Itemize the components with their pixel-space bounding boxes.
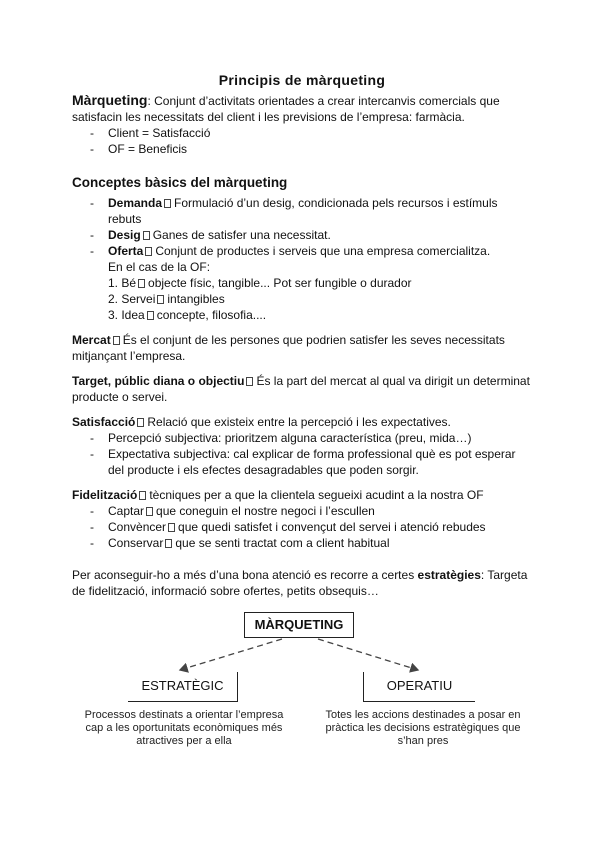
satisfaccio-paragraph bbox=[72, 414, 532, 430]
list-item: - OF = Beneficis bbox=[72, 141, 532, 157]
demanda-text: Formulació d’un desig, condicionada pels recursos i estímuls rebuts bbox=[108, 196, 498, 226]
oferta-item-prefix: 3. Idea bbox=[108, 308, 145, 322]
target-paragraph bbox=[72, 373, 532, 405]
fidelitzacio-item-text: que coneguin el nostre negoci i l’escullen bbox=[156, 504, 375, 518]
fidelitzacio-label: Conservar bbox=[108, 536, 164, 550]
mercat-paragraph bbox=[72, 332, 532, 364]
satisfaccio-text: Relació que existeix entre la percepció i les expectatives. bbox=[147, 415, 451, 429]
section-heading: Conceptes bàsics del màrqueting bbox=[72, 175, 288, 190]
list-item bbox=[72, 519, 532, 535]
arrow-glyph-icon bbox=[137, 418, 144, 427]
oferta-item bbox=[72, 275, 532, 291]
arrow-glyph-icon bbox=[139, 491, 146, 500]
target-term: Target, públic diana o objectiu bbox=[72, 374, 245, 388]
arrow-glyph-icon bbox=[147, 311, 154, 320]
estrategies-paragraph bbox=[72, 567, 532, 599]
connector-left-arrow bbox=[180, 639, 282, 670]
target-text: És la part del mercat al qual va dirigit un determinat producte o servei. bbox=[72, 374, 530, 404]
list-item: - Expectativa subjectiva: cal explicar de forma professional què es pot esperar del producte i els efectes desagradables que poden sorgir. bbox=[72, 446, 532, 478]
estrategies-term: estratègies bbox=[417, 568, 481, 582]
oferta-lead: En el cas de la OF: bbox=[108, 260, 211, 274]
intro-text: : Conjunt d’activitats orientades a crear intercanvis comercials que satisfacin les necessitats del client i les previsions de l’empresa: farmàcia. bbox=[72, 94, 500, 124]
page-title: Principis de màrqueting bbox=[218, 72, 386, 88]
oferta-item-text: concepte, filosofia.... bbox=[156, 308, 267, 322]
oferta-term: Oferta bbox=[108, 244, 144, 258]
arrow-glyph-icon bbox=[168, 523, 175, 532]
arrow-glyph-icon bbox=[165, 539, 172, 548]
intro-term: Màrqueting bbox=[72, 92, 148, 108]
fidelitzacio-item-text: que quedi satisfet i convençut del servei i atenció rebudes bbox=[178, 520, 486, 534]
oferta-item bbox=[72, 307, 532, 323]
oferta-item-prefix: 2. Servei bbox=[108, 292, 156, 306]
arrow-glyph-icon bbox=[146, 507, 153, 516]
list-item bbox=[72, 535, 532, 551]
list-item bbox=[72, 503, 532, 519]
fidelitzacio-label: Convèncer bbox=[108, 520, 167, 534]
list-item: - Client = Satisfacció bbox=[72, 125, 532, 141]
estrategies-after: : Targeta de fidelització, informació sobre ofertes, petits obsequis… bbox=[72, 568, 528, 598]
intro-paragraph bbox=[72, 92, 532, 125]
diagram-left-caption: Processos destinats a orientar l’empresa cap a les oportunitats econòmiques més atractives per a ella bbox=[84, 709, 284, 747]
oferta-item-text: objecte físic, tangible... Pot ser fungible o durador bbox=[148, 276, 412, 290]
list-item bbox=[72, 227, 532, 243]
demanda-term: Demanda bbox=[108, 196, 163, 210]
diagram-left-box: ESTRATÈGIC bbox=[128, 672, 238, 702]
oferta-item bbox=[72, 291, 532, 307]
diagram-right-caption: Totes les accions destinades a posar en pràctica les decisions estratègiques que s’han pres bbox=[325, 709, 521, 747]
mercat-text: És el conjunt de les persones que podrien satisfer les seves necessitats mitjançant l’empresa. bbox=[72, 333, 505, 363]
oferta-item-prefix: 1. Bé bbox=[108, 276, 137, 290]
arrow-glyph-icon bbox=[164, 199, 171, 208]
fidelitzacio-item-text: que se senti tractat com a client habitual bbox=[175, 536, 390, 550]
marketing-diagram bbox=[0, 600, 600, 770]
diagram-right-box: OPERATIU bbox=[363, 672, 475, 702]
satisfaccio-list bbox=[72, 430, 532, 478]
arrow-glyph-icon bbox=[145, 247, 152, 256]
list-item bbox=[72, 243, 532, 259]
mercat-term: Mercat bbox=[72, 333, 111, 347]
satisfaccio-term: Satisfacció bbox=[72, 415, 136, 429]
document-page bbox=[72, 72, 532, 599]
fidelitzacio-paragraph bbox=[72, 487, 532, 503]
arrow-glyph-icon bbox=[138, 279, 145, 288]
list-item bbox=[72, 195, 532, 227]
concepts-list bbox=[72, 195, 532, 259]
intro-list bbox=[72, 125, 532, 157]
fidelitzacio-text: tècniques per a que la clientela segueixi acudint a la nostra OF bbox=[149, 488, 484, 502]
fidelitzacio-list bbox=[72, 503, 532, 551]
list-item: - Percepció subjectiva: prioritzem alguna característica (preu, mida…) bbox=[72, 430, 532, 446]
fidelitzacio-label: Captar bbox=[108, 504, 145, 518]
desig-text: Ganes de satisfer una necessitat. bbox=[152, 228, 331, 242]
connector-right-arrow bbox=[318, 639, 418, 670]
arrow-glyph-icon bbox=[157, 295, 164, 304]
desig-term: Desig bbox=[108, 228, 141, 242]
estrategies-before: Per aconseguir-ho a més d’una bona atenció es recorre a certes bbox=[72, 568, 418, 582]
fidelitzacio-term: Fidelització bbox=[72, 488, 138, 502]
arrow-glyph-icon bbox=[143, 231, 150, 240]
oferta-item-text: intangibles bbox=[167, 292, 225, 306]
diagram-main-box: MÀRQUETING bbox=[244, 612, 354, 638]
oferta-text: Conjunt de productes i serveis que una empresa comercialitza. bbox=[155, 244, 491, 258]
arrow-glyph-icon bbox=[113, 336, 120, 345]
arrow-glyph-icon bbox=[246, 377, 253, 386]
